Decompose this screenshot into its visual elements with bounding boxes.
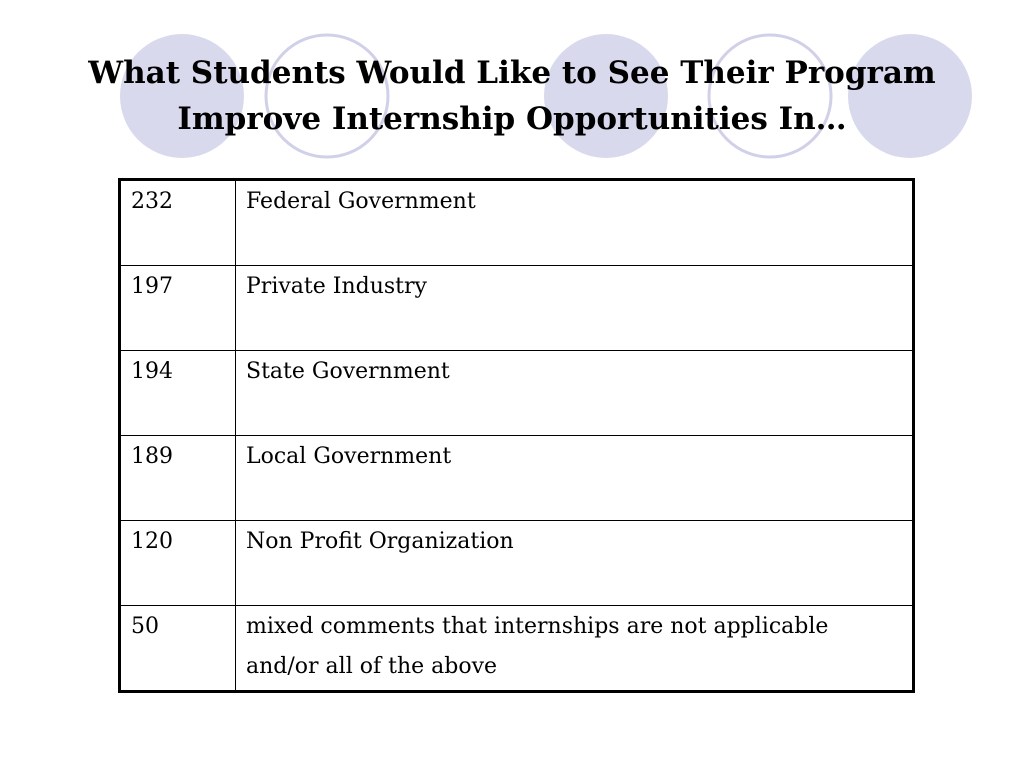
count-cell: 232 <box>120 180 236 266</box>
table-row <box>120 266 914 351</box>
category-cell: State Government <box>236 351 914 436</box>
count-cell: 120 <box>120 521 236 606</box>
table-row <box>120 351 914 436</box>
slide-title-line-2: Improve Internship Opportunities In… <box>177 101 847 137</box>
category-cell: Federal Government <box>236 180 914 266</box>
count-cell: 50 <box>120 606 236 692</box>
category-cell: Local Government <box>236 436 914 521</box>
table-row <box>120 521 914 606</box>
internship-preferences-table <box>118 178 915 693</box>
slide-title-line-1: What Students Would Like to See Their Program <box>88 55 936 91</box>
count-cell: 197 <box>120 266 236 351</box>
count-cell: 189 <box>120 436 236 521</box>
category-cell: mixed comments that internships are not applicable and/or all of the above <box>236 606 914 692</box>
table-row <box>120 180 914 266</box>
table-row <box>120 436 914 521</box>
category-cell: Non Profit Organization <box>236 521 914 606</box>
count-cell: 194 <box>120 351 236 436</box>
slide-title <box>40 50 984 142</box>
table-row <box>120 606 914 692</box>
category-cell: Private Industry <box>236 266 914 351</box>
